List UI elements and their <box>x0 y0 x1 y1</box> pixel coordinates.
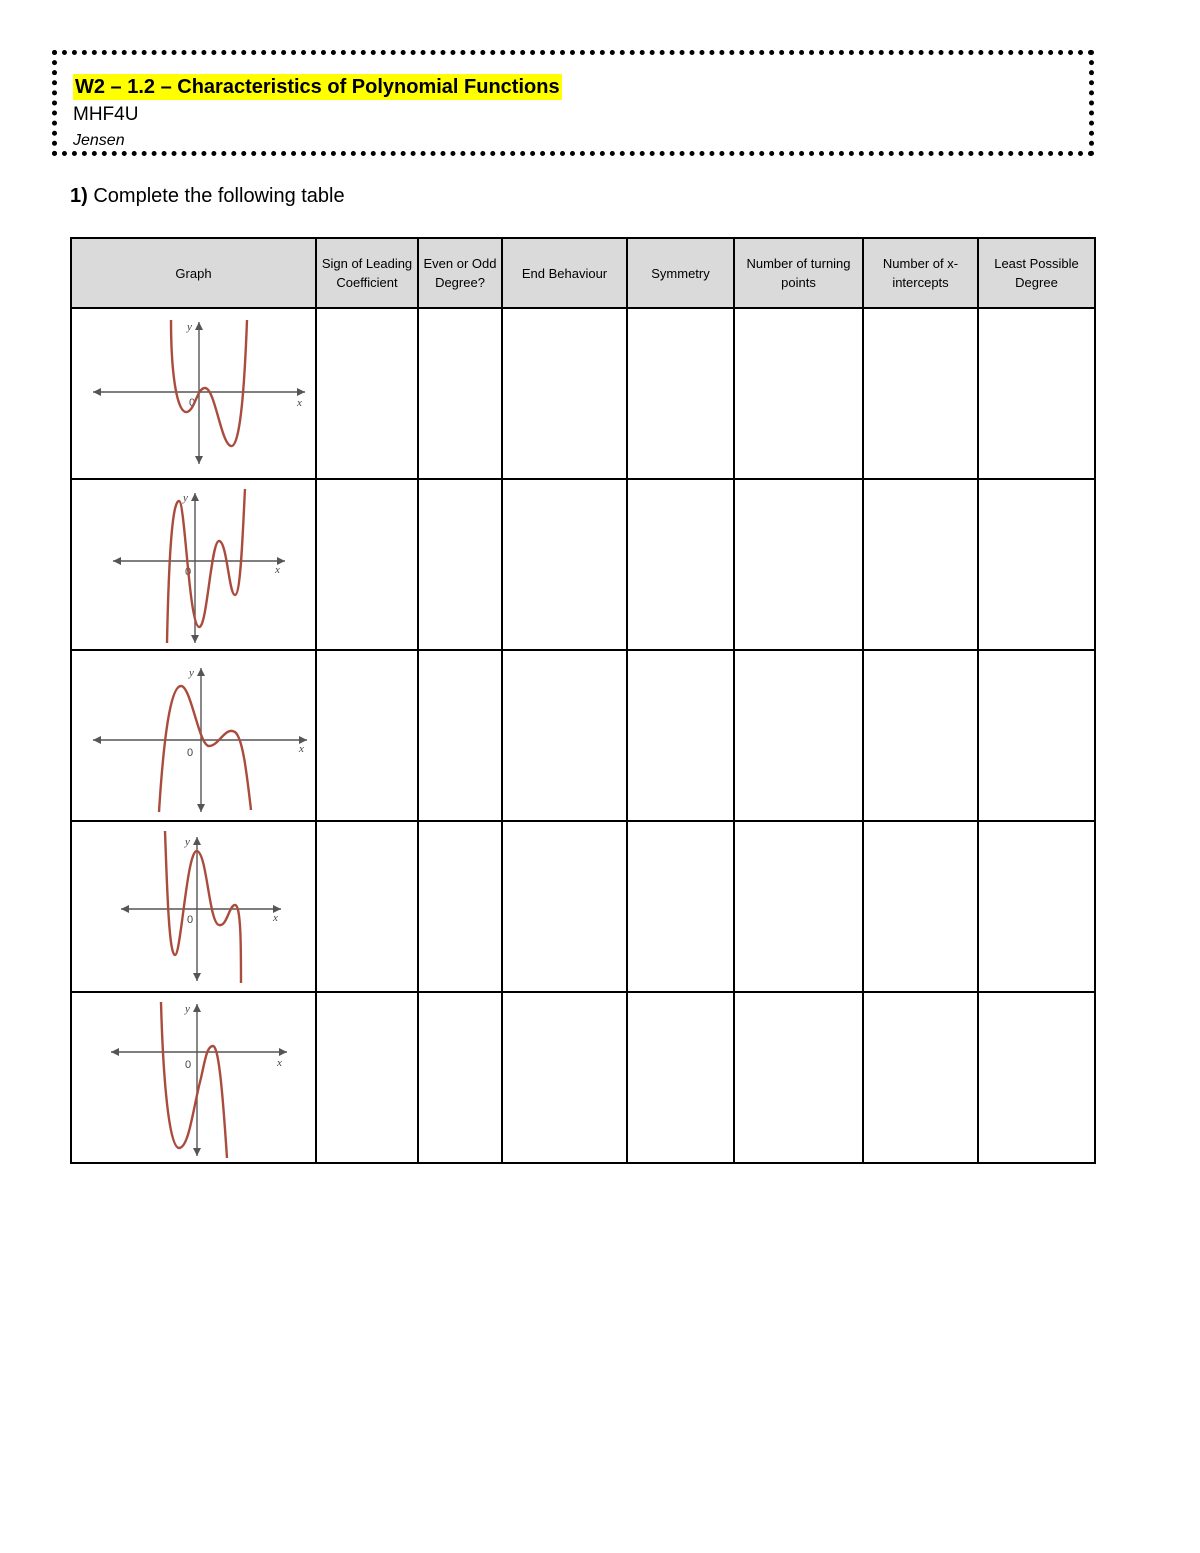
graph-cell <box>71 479 316 650</box>
characteristics-table <box>70 237 1096 1164</box>
polynomial-graph-4 <box>79 827 309 987</box>
y-axis-label: y <box>184 835 190 848</box>
answer-cell[interactable] <box>627 650 734 821</box>
answer-cell[interactable] <box>978 479 1095 650</box>
answer-cell[interactable] <box>863 992 978 1163</box>
polynomial-curve <box>165 831 241 983</box>
answer-cell[interactable] <box>863 650 978 821</box>
answer-cell[interactable] <box>978 992 1095 1163</box>
answer-cell[interactable] <box>734 479 863 650</box>
instruction <box>70 184 345 208</box>
course-code: MHF4U <box>73 104 139 125</box>
answer-cell[interactable] <box>978 821 1095 992</box>
answer-cell[interactable] <box>502 308 627 479</box>
y-axis-label: y <box>188 666 194 679</box>
polynomial-curve <box>159 686 251 812</box>
answer-cell[interactable] <box>418 479 502 650</box>
answer-cell[interactable] <box>316 479 418 650</box>
answer-cell[interactable] <box>863 308 978 479</box>
header-graph: Graph <box>71 238 316 308</box>
answer-cell[interactable] <box>734 992 863 1163</box>
answer-cell[interactable] <box>316 821 418 992</box>
x-axis-label: x <box>276 1056 282 1069</box>
answer-cell[interactable] <box>418 992 502 1163</box>
graph-cell <box>71 650 316 821</box>
answer-cell[interactable] <box>502 992 627 1163</box>
answer-cell[interactable] <box>627 992 734 1163</box>
table-row <box>71 821 1095 992</box>
teacher-name: Jensen <box>73 132 125 149</box>
origin-label: 0 <box>186 746 193 759</box>
answer-cell[interactable] <box>502 479 627 650</box>
x-axis-label: x <box>298 742 304 755</box>
answer-cell[interactable] <box>418 821 502 992</box>
answer-cell[interactable] <box>627 308 734 479</box>
table-row <box>71 650 1095 821</box>
y-axis-label: y <box>184 1002 190 1015</box>
answer-cell[interactable] <box>418 650 502 821</box>
question-number: 1) <box>70 185 88 207</box>
origin-label: 0 <box>184 1058 191 1071</box>
y-axis-label: y <box>182 491 188 504</box>
origin-label: 0 <box>188 396 195 409</box>
polynomial-graph-5 <box>79 998 309 1158</box>
title-box <box>52 50 1094 156</box>
answer-cell[interactable] <box>734 821 863 992</box>
worksheet-title: W2 – 1.2 – Characteristics of Polynomial Functions <box>75 76 560 98</box>
answer-cell[interactable] <box>316 650 418 821</box>
header-row <box>71 238 1095 308</box>
graph-cell <box>71 308 316 479</box>
header-x-intercepts: Number of x-intercepts <box>863 238 978 308</box>
x-axis-label: x <box>274 563 280 576</box>
polynomial-graph-2 <box>79 485 309 645</box>
header-symmetry: Symmetry <box>627 238 734 308</box>
answer-cell[interactable] <box>734 650 863 821</box>
origin-label: 0 <box>184 565 191 578</box>
polynomial-graph-3 <box>79 656 309 816</box>
x-axis-label: x <box>296 396 302 409</box>
y-axis-label: y <box>186 320 192 333</box>
polynomial-graph-1 <box>79 314 309 474</box>
answer-cell[interactable] <box>316 308 418 479</box>
origin-label: 0 <box>186 913 193 926</box>
polynomial-curve <box>167 489 245 643</box>
header-turning-points: Number of turning points <box>734 238 863 308</box>
answer-cell[interactable] <box>316 992 418 1163</box>
answer-cell[interactable] <box>863 479 978 650</box>
instruction-text: Complete the following table <box>93 185 345 207</box>
answer-cell[interactable] <box>418 308 502 479</box>
answer-cell[interactable] <box>978 650 1095 821</box>
x-axis-label: x <box>272 911 278 924</box>
header-end-behaviour: End Behaviour <box>502 238 627 308</box>
table-row <box>71 308 1095 479</box>
polynomial-curve <box>161 1002 227 1158</box>
graph-cell <box>71 821 316 992</box>
header-even-odd-degree: Even or Odd Degree? <box>418 238 502 308</box>
answer-cell[interactable] <box>627 821 734 992</box>
answer-cell[interactable] <box>627 479 734 650</box>
header-least-degree: Least Possible Degree <box>978 238 1095 308</box>
answer-cell[interactable] <box>734 308 863 479</box>
header-sign-leading-coefficient: Sign of Leading Coefficient <box>316 238 418 308</box>
answer-cell[interactable] <box>978 308 1095 479</box>
answer-cell[interactable] <box>502 821 627 992</box>
graph-cell <box>71 992 316 1163</box>
answer-cell[interactable] <box>502 650 627 821</box>
table-row <box>71 992 1095 1163</box>
polynomial-curve <box>171 320 247 446</box>
answer-cell[interactable] <box>863 821 978 992</box>
table-row <box>71 479 1095 650</box>
